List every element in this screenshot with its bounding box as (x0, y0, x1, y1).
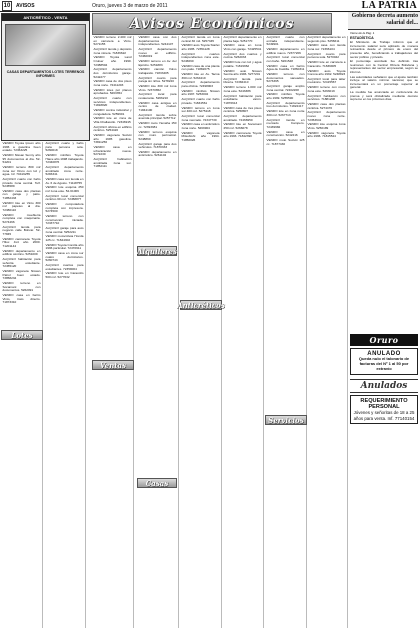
classified-ad: ALQUILO local comercial con baño. 5261548 (266, 55, 305, 63)
classified-ad: VENDO casa en anticrético zona norte. 5269904 (181, 122, 220, 130)
classified-ad: VENDO terreno 800 m2 zona sur Oruro con luz y agua. Inf. 70419255 (2, 164, 41, 177)
section-banner (92, 13, 332, 35)
newspaper-brand: LA PATRIA (361, 0, 417, 11)
classified-ad: VENDO lote 300 m2 zona Vinto. 72370652 (138, 84, 177, 92)
classified-ad: VENDO casa con tienda zona sur. 72366104 (307, 43, 346, 51)
classified-column (177, 36, 225, 628)
classified-ad: VENDO minibús Nissan año 1997. 5253002 (181, 88, 220, 97)
classified-ad: VENDO lote en Av. Tacna 360 m2. 5264419 (181, 72, 220, 80)
anulados-logo: Anulados (350, 379, 418, 393)
top-advertisement (1, 13, 90, 141)
classified-ad: VENDO terreno 2.400 m2 en carretera a Vinto. 5271155 (93, 36, 132, 47)
classified-ad: ALQUILO garaje para auto zona central. 5252211 (45, 225, 84, 234)
ad-heading: ANTICRÉTICO - VENTA (2, 14, 89, 21)
request-title: REQUERIMIENTO PERSONAL (360, 397, 408, 410)
classified-ad: ALQUILO local comercial céntrico 60 m2. 72458877 (45, 193, 84, 202)
classified-ad: ALQUILO dos cuartos y cocina. 5262033 (223, 51, 262, 60)
classified-ad: VENDO casa dos plantas céntrica. 5274470 (307, 102, 346, 110)
classified-ad: VENDO auto Toyota Starlet año 1995. 72351128 (181, 43, 220, 51)
classified-ad: ALQUILO tienda para librería. 72384410 (223, 76, 262, 85)
classified-ad: VENDO lote en Caracollo 500 m2. 5277632 (45, 271, 84, 280)
classified-ad: ALQUILO local comercial zona mercado. 72347730 (181, 113, 220, 122)
classified-column (306, 36, 348, 628)
classified-ad: VENDO lote esquina 250 m2 zona este. 52-61009 (45, 185, 84, 193)
classified-ad: VENDO lote con luz y agua potable. 71819962 (223, 60, 262, 68)
news-paragraph: El Ministerio de Trabajo informó que el incremento salarial será aplicado de manera retroactiva desde el primero de enero del presente año, beneficiando a trabajadores del sector público y privado. (350, 40, 418, 59)
classified-ad: ALQUILO habitación para señorita estudiante. 72455120 (2, 257, 41, 269)
classified-ad: ALQUILO local para taller mecánico. 72415567 (307, 76, 346, 85)
classified-ad: ALQUILO cuarto para persona sola. 5270042 (307, 51, 346, 60)
classified-ad: VENDO lote en carretera a Caracollo. 71839905 (307, 60, 346, 68)
classified-ad: VENDO lote en Socamani 250 m2. 5266678 (223, 122, 262, 130)
classified-ad: ALQUILO local para restaurante. 5266210 (138, 92, 177, 101)
classified-ad: VENDO Toyota Land Cruiser año 1990. 72388504 (93, 55, 132, 67)
classified-ad: VENDO auto Toyota Corona año 1992. 5248823 (307, 68, 346, 77)
classified-ad: VENDO casa en zona sur cuatro dormitorios. 5260743 (45, 251, 84, 263)
news-subhead: ESTADÍSTICA (350, 36, 374, 41)
classified-ad: VENDO computadora completa con impresora. 5274500 (45, 202, 84, 214)
ad-text: CASAS DEPARTAMENTOS LOTES TERRENOS INFORMES (6, 70, 85, 79)
news-paragraph: El porcentaje acordado fue definido tras reuniones con la Central Obrera Boliviana y representantes del sector empresarial, según se informó. (350, 59, 418, 74)
classified-ad: ALQUILO tienda en zona central 30 m2. 5257345 (181, 36, 220, 43)
classified-ad: ALQUILO garaje amplio zona central. 72402268 (266, 84, 305, 92)
news-headline: Gobierno decreta aumento salarial del... (348, 12, 420, 30)
classified-ad: ALQUILO departamento nuevo zona norte. 72353641 (307, 110, 346, 122)
banner-title: Avisos Económicos (129, 16, 295, 32)
classified-ad: VENDO casa antigua en centro de ciudad. 71844100 (138, 100, 177, 112)
classified-ad: VENDO Toyota Ipsum año 1996 a gasolina buen estado. 72363225 (2, 142, 41, 153)
classified-ad: ALQUILO cuarto con baño privado zona central. Telf. 5245589 (2, 176, 41, 189)
page-number: 10 (3, 2, 11, 9)
category-header-alquileres: Alquileres (137, 246, 177, 256)
classified-ad: VENDO terreno con muro zona este. 5263019 (307, 85, 346, 93)
classified-column (222, 36, 264, 628)
classified-ad: VENDO departamento en edificio céntrico. 5251009 (2, 248, 41, 257)
classified-ad: ALQUILO garaje para dos vehículos. 71870333 (138, 141, 177, 150)
classified-ad: VENDO camión Volvo trabajando. 71833405 (138, 67, 177, 75)
issue-date: Oruro, jueves 3 de marzo de 2011 (92, 2, 168, 9)
category-header-lotes: Lotes (1, 330, 43, 340)
classified-ad: VENDO casa en urbanización nueva. 5272230 (93, 145, 132, 157)
classified-ad: VENDO lote en zona norte 300 m2. 5267713 (266, 109, 305, 117)
classified-ad: ALQUILO departamento nuevo en edificio. 72460019 (138, 46, 177, 59)
classified-ad: ALQUILO departamento para oficina. 72498003 (181, 80, 220, 89)
classified-column (44, 142, 86, 628)
classified-ad: VENDO lote en Vinto 300 m2 papeles al día. 72380110 (2, 200, 41, 213)
category-header-servicios: Servicios (265, 415, 307, 425)
classified-ad: ALQUILO departamento tres dormitorios. 71824417 (266, 100, 305, 109)
classified-ad: ALQUILO tienda para negocio calle Bolívar. 52-77845 (2, 224, 41, 236)
classified-ad: VENDO casa de tres pisos céntrica. 5258807 (223, 105, 262, 114)
classified-ad: ALQUILO departamento en planta baja. 5251770 (223, 36, 262, 43)
classified-ad: VENDO departamento en anticrético. 5261104 (138, 149, 177, 158)
classified-column (92, 36, 134, 628)
classified-ad: VENDO minibús Toyota Hiace año 1998 trabajando. 72340876 (45, 152, 84, 165)
classified-ad: ALQUILO tienda sobre avenida principal. 5257712 (138, 112, 177, 121)
classified-column (137, 36, 179, 628)
classified-ad: VENDO moto Yamaha 150 cc. 72393381 (138, 121, 177, 129)
classified-ad: VENDO camioneta Toyota Hilux 4x4 año 2000. 71201144 (2, 236, 41, 248)
classified-ad: ALQUILO oficina en edificio céntrico. 5254420 (93, 124, 132, 133)
classified-ad: VENDO terreno con documentos saneados. 5273395 (266, 72, 305, 84)
classified-column (1, 142, 43, 628)
classified-ad: VENDO terreno 1.000 m2 zona este. 5243386 (223, 85, 262, 93)
classified-ad: VENDO departamento en edificio nuevo. 72377206 (266, 46, 305, 55)
classified-ad: VENDO casa con dos departamentos independientes. 5244107 (138, 36, 177, 47)
news-column (348, 12, 420, 630)
classified-ad: VENDO lote en zona de Villa Challacollo. 72346915 (93, 116, 132, 124)
category-header-casas: Casas (137, 478, 177, 488)
classified-ad: ALQUILO cuartos para estudiantes. 72359004 (45, 263, 84, 271)
classified-ad: VENDO vagoneta Mitsubishi año 1994. 71850026 (181, 130, 220, 142)
classified-ad: VENDO terreno esquina con muro perimetral. 5248860 (138, 129, 177, 141)
classified-ad: VENDO moto Suzuki 125 cc. 71877430 (266, 137, 305, 146)
classified-ad: ALQUILO departamento en segundo piso. 5256611 (307, 36, 346, 43)
classified-ad: VENDO terreno en zona sur 400 m2. 5275118 (181, 105, 220, 114)
oruro-logo: Oruro (350, 334, 418, 346)
classified-ad: VENDO lotes por planos aprobados. 5263354 (93, 87, 132, 96)
classified-ad: ALQUILO departamento amoblado. 72466950 (223, 113, 262, 122)
classified-ad: ALQUILO departamento amoblado zona norte. 5283341 (45, 164, 84, 177)
news-kicker: Viene de la Pág. 1 (350, 31, 375, 36)
classified-ad: VENDO casa en zona Vinto con garaje. 72425541 (223, 43, 262, 51)
news-paragraph: Las autoridades señalaron que el ajuste también incluye al salario mínimo nacional, que se incrementará en un porcentaje superior al general. (350, 74, 418, 90)
classified-ad: VENDO terreno en Socamani con documentos. 5262091 (2, 281, 41, 293)
classified-ad: VENDO casa dos plantas con garaje y patio. 71852433 (2, 188, 41, 201)
classified-ad: ALQUILO tienda y depósito zona minera. 71836622 (93, 46, 132, 55)
classified-ad: VENDO casa en barrio Vinto, trato directo. 71873310 (2, 293, 41, 305)
job-request-notice (350, 395, 418, 424)
classified-ad: ALQUILO habitación para estudiante varón. 71876613 (223, 93, 262, 105)
classified-ad: VENDO terreno con construcción iniciada. 72337710 (45, 214, 84, 226)
classified-ad: VENDO minibús Toyota año 1999. 5255590 (266, 92, 305, 101)
classified-ad: VENDO vagoneta Nissan Patrol buen estado. 73858234 (2, 269, 41, 281)
classified-column (265, 36, 307, 628)
classified-ad: VENDO casa de dos pisos zona norte. 72411203 (93, 79, 132, 87)
classified-ad: VENDO Nissan Sunny año 95 documentos al día. 52-54201 (2, 152, 41, 165)
classified-ad: ALQUILO cuarto con entrada independiente. 5249901 (266, 36, 305, 47)
classified-ad: ALQUILO habitación amoblada zona sur. 71852111 (93, 157, 132, 169)
classified-ad: VENDO casa en barrio Agua de Castilla. 71860311 (266, 63, 305, 72)
classified-ad: VENDO camioneta Toyota año 1993. 71842390 (223, 130, 262, 139)
request-text: Jóvenes y señoritas de 18 a 25 años para venta. Inf. 77140154 (353, 410, 415, 421)
classified-ad: ALQUILO tienda en mercado Campero. 72439982 (266, 117, 305, 129)
classified-ad: VENDO motocicleta Honda 125 cc. 71844302 (45, 234, 84, 242)
page-header (0, 0, 420, 12)
category-header-ventas: Ventas (92, 360, 134, 370)
category-header-anticreticos: Anticréticos (177, 300, 225, 310)
classified-ad: ALQUILO cuarto con servicios independientes. 71818820 (93, 96, 132, 108)
classified-ad: VENDO lote esquina zona Vinto. 5250189 (307, 122, 346, 130)
classified-ad: VENDO Toyota Corolla año 1996 particular. 72470911 (45, 242, 84, 251)
notice-title: ANULADO (367, 351, 401, 358)
section-label: AVISOS (16, 2, 35, 9)
news-paragraph: La medida fue anunciada en conferencia de prensa y será oficializada mediante decreto supremo en los próximos días. (350, 89, 418, 102)
ad-photo (5, 24, 86, 66)
classified-ad: VENDO vagoneta Suzuki año 1995 gasolina. 73811256 (93, 133, 132, 145)
classified-ad: ALQUILO cuarto y baño para persona sola. 5260018 (45, 142, 84, 153)
classified-ad: VENDO casa en construcción. 5242216 (266, 129, 305, 138)
classified-ad: VENDO auto Nissan Sentra año 1996. 5277201 (223, 68, 262, 77)
news-body (348, 40, 420, 332)
classified-ad: VENDO vagoneta Toyota año 1996. 71815524 (307, 130, 346, 139)
classified-ad: VENDO casa con tienda en Av. 6 de Agosto. 71118755 (45, 176, 84, 185)
notice-text: Queda nulo el talonario de facturas del Nº 1 al 50 por extravío (358, 356, 410, 371)
classified-ad: ALQUILO cuarto para pareja sin niños. 5278220 (138, 75, 177, 84)
classified-ad: ALQUILO departamento dos dormitorios garaje. 5242277 (93, 67, 132, 79)
classified-ad: VENDO casa de una planta con patio. 71882075 (181, 63, 220, 72)
classified-ad: ALQUILO habitación con servicios. 71881208 (307, 93, 346, 102)
annulment-notice (350, 348, 418, 374)
classified-ad: VENDO terreno en Av. del Ejército. 5251883 (138, 58, 177, 67)
classified-ad: VENDO mueblería completa con maquinaria. 5274466 (2, 212, 41, 224)
classified-ad: VENDO cocina industrial y congeladora. 5259901 (93, 108, 132, 116)
classified-ad: ALQUILO cuarto con baño privado. 71834561 (181, 97, 220, 105)
classified-ad: ALQUILO cuartos independientes zona este. 5246690 (181, 51, 220, 63)
